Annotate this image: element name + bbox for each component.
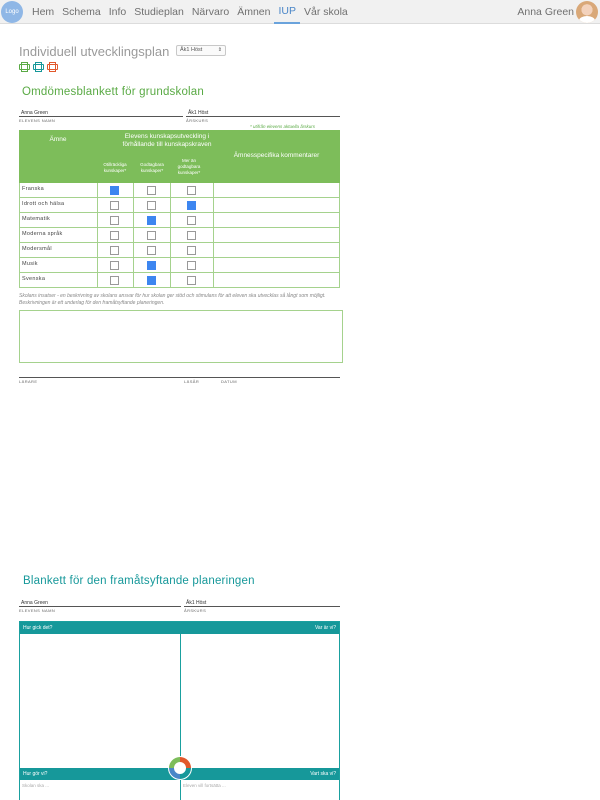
student-wants-placeholder: Eleven vill fortsätta ...	[183, 783, 226, 788]
table-cell-divider	[97, 183, 98, 198]
planning-year-value: Åk1 Höst	[186, 600, 207, 606]
sufficient-checkbox[interactable]	[147, 216, 156, 225]
date-label: DATUM	[221, 379, 237, 384]
table-cell-divider	[170, 243, 171, 258]
table-cell-divider	[133, 228, 134, 243]
comment-cell[interactable]	[213, 228, 340, 243]
subject-name: Musik	[22, 261, 38, 267]
school-efforts-textbox[interactable]	[19, 310, 343, 363]
comment-cell[interactable]	[213, 183, 340, 198]
year-line	[186, 116, 340, 117]
nav-item-studieplan[interactable]: Studieplan	[134, 6, 184, 18]
print-assessment-icon[interactable]	[19, 62, 28, 70]
col-progress-line2: förhållande till kunskapskraven	[122, 141, 212, 148]
table-cell-divider	[170, 213, 171, 228]
table-cell-divider	[133, 198, 134, 213]
student-name-line	[19, 116, 183, 117]
table-cell-divider	[133, 213, 134, 228]
insufficient-checkbox[interactable]	[110, 231, 119, 240]
table-cell-divider	[97, 213, 98, 228]
subject-name: Matematik	[22, 216, 51, 222]
school-shall-placeholder: Skolan ska ...	[22, 783, 50, 788]
insufficient-checkbox[interactable]	[110, 186, 119, 195]
school-year-label: LÄSÅR	[184, 379, 200, 384]
avatar[interactable]	[576, 1, 598, 23]
table-cell-divider	[170, 273, 171, 288]
table-row	[19, 183, 340, 198]
above-checkbox[interactable]	[187, 261, 196, 270]
col-above-line3: kunskaper*	[177, 170, 201, 175]
planning-top-band	[20, 622, 339, 634]
col-insufficient-line1: Otillräckliga	[103, 162, 127, 167]
nav-item-iup[interactable]: IUP	[274, 0, 300, 24]
insufficient-checkbox[interactable]	[110, 276, 119, 285]
insufficient-checkbox[interactable]	[110, 216, 119, 225]
insufficient-checkbox[interactable]	[110, 201, 119, 210]
table-row	[19, 273, 340, 288]
table-cell-divider	[170, 228, 171, 243]
col-above	[170, 158, 208, 176]
how-did-it-go-label: Hur gick det?	[23, 625, 53, 631]
where-are-we-textarea[interactable]	[181, 634, 339, 768]
col-above-line2: godtagbara	[177, 164, 201, 169]
col-insufficient	[96, 162, 134, 174]
logo[interactable]: Logo	[1, 1, 23, 23]
table-row	[19, 213, 340, 228]
year-select-value: Åk1 Höst	[180, 47, 203, 53]
where-are-we-label: Var är vi?	[314, 625, 336, 631]
nav-item-hem[interactable]: Hem	[32, 6, 55, 18]
planning-student-name-value: Anna Green	[21, 600, 48, 606]
above-checkbox[interactable]	[187, 216, 196, 225]
school-shall-textarea[interactable]	[20, 780, 180, 800]
nav-menu	[28, 0, 352, 24]
sufficient-checkbox[interactable]	[147, 246, 156, 255]
table-cell-divider	[97, 258, 98, 273]
user-name[interactable]: Anna Green	[517, 6, 574, 18]
table-cell-divider	[133, 258, 134, 273]
table-cell-divider	[97, 228, 98, 243]
above-checkbox[interactable]	[187, 246, 196, 255]
table-header	[19, 130, 340, 183]
insufficient-checkbox[interactable]	[110, 246, 119, 255]
print-planning-icon[interactable]	[33, 62, 42, 70]
table-cell-divider	[97, 198, 98, 213]
subject-name: Franska	[22, 186, 44, 192]
top-navigation	[0, 0, 600, 24]
col-progress	[97, 133, 237, 149]
year-select[interactable]	[176, 45, 226, 56]
subject-name: Moderna språk	[22, 231, 63, 237]
table-cell-divider	[19, 273, 20, 288]
table-cell-divider	[170, 183, 171, 198]
col-sufficient-line1: Godtagbara	[140, 162, 164, 167]
col-progress-line1: Elevens kunskapsutveckling i	[124, 133, 210, 140]
sufficient-checkbox[interactable]	[147, 261, 156, 270]
table-row	[19, 198, 340, 213]
above-checkbox[interactable]	[187, 276, 196, 285]
comment-cell[interactable]	[213, 273, 340, 288]
assessment-title: Omdömesblankett för grundskolan	[22, 86, 204, 98]
sufficient-checkbox[interactable]	[147, 231, 156, 240]
col-sufficient-line2: kunskaper*	[140, 168, 164, 173]
table-cell-divider	[97, 273, 98, 288]
table-cell-divider	[19, 228, 20, 243]
table-row	[19, 243, 340, 258]
year-note: * utifrån elevens aktuella årskurs	[250, 124, 316, 129]
teacher-label: LÄRARE	[19, 379, 38, 384]
comment-cell[interactable]	[213, 213, 340, 228]
table-cell-divider	[170, 198, 171, 213]
above-checkbox[interactable]	[187, 186, 196, 195]
table-cell-divider	[19, 213, 20, 228]
planning-year-label: ÅRSKURS	[184, 608, 207, 613]
sufficient-checkbox[interactable]	[147, 276, 156, 285]
col-insufficient-line2: kunskaper*	[103, 168, 127, 173]
table-cell-divider	[19, 183, 20, 198]
col-sufficient	[133, 162, 171, 174]
table-cell-divider	[133, 243, 134, 258]
planning-student-name-line	[19, 606, 181, 607]
insufficient-checkbox[interactable]	[110, 261, 119, 270]
nav-item-info[interactable]: Info	[108, 6, 127, 18]
cycle-icon	[167, 755, 193, 781]
nav-item-amnen[interactable]: Ämnen	[237, 6, 271, 18]
how-do-we-label: Hur gör vi?	[23, 771, 48, 777]
comment-cell[interactable]	[213, 243, 340, 258]
year-value: Åk1 Höst	[188, 110, 209, 116]
table-cell-divider	[170, 258, 171, 273]
table-cell-divider	[133, 273, 134, 288]
planning-grid	[19, 621, 340, 800]
table-cell-divider	[19, 198, 20, 213]
page-title: Individuell utvecklingsplan	[19, 44, 170, 59]
table-row	[19, 258, 340, 273]
where-are-we-going-label: Vart ska vi?	[310, 771, 336, 777]
planning-divider-top	[180, 634, 181, 768]
student-name-label: ELEVENS NAMN	[19, 118, 56, 123]
year-label: ÅRSKURS	[186, 118, 209, 123]
table-cell-divider	[133, 183, 134, 198]
signature-line	[19, 377, 340, 378]
student-name-value: Anna Green	[21, 110, 48, 116]
student-wants-textarea[interactable]	[181, 780, 339, 800]
subject-name: Idrott och hälsa	[22, 201, 65, 207]
school-note: Skolans insatser - en beskrivning av skolans ansvar för hur skolan ger stöd och stimulans för att eleven ska utvecklas så långt som möjligt. Beskrivningen är ett underlag för den framåtsyftande planeringen.	[19, 293, 326, 306]
planning-title: Blankett för den framåtsyftande planeringen	[23, 575, 255, 587]
subject-name: Svenska	[22, 276, 46, 282]
nav-item-narvaro[interactable]: Närvaro	[191, 6, 230, 18]
assessment-table	[19, 130, 340, 288]
table-cell-divider	[19, 243, 20, 258]
table-cell-divider	[97, 243, 98, 258]
how-did-it-go-textarea[interactable]	[20, 634, 180, 768]
print-all-icon[interactable]	[47, 62, 56, 70]
col-comments: Ämnesspecifika kommentarer	[233, 152, 320, 159]
subject-name: Modersmål	[22, 246, 52, 252]
nav-item-var-skola[interactable]: Vår skola	[304, 6, 348, 18]
col-above-line1: Mer än	[181, 158, 196, 163]
col-subject: Ämne	[49, 136, 67, 143]
table-row	[19, 228, 340, 243]
comment-cell[interactable]	[213, 198, 340, 213]
sufficient-checkbox[interactable]	[147, 186, 156, 195]
planning-year-line	[184, 606, 340, 607]
above-checkbox[interactable]	[187, 201, 196, 210]
table-body	[19, 183, 340, 288]
sufficient-checkbox[interactable]	[147, 201, 156, 210]
table-cell-divider	[19, 258, 20, 273]
nav-item-schema[interactable]: Schema	[62, 6, 101, 18]
comment-cell[interactable]	[213, 258, 340, 273]
chevron-up-down-icon: ⇕	[217, 47, 222, 53]
above-checkbox[interactable]	[187, 231, 196, 240]
planning-student-name-label: ELEVENS NAMN	[19, 608, 56, 613]
print-buttons	[19, 62, 56, 70]
